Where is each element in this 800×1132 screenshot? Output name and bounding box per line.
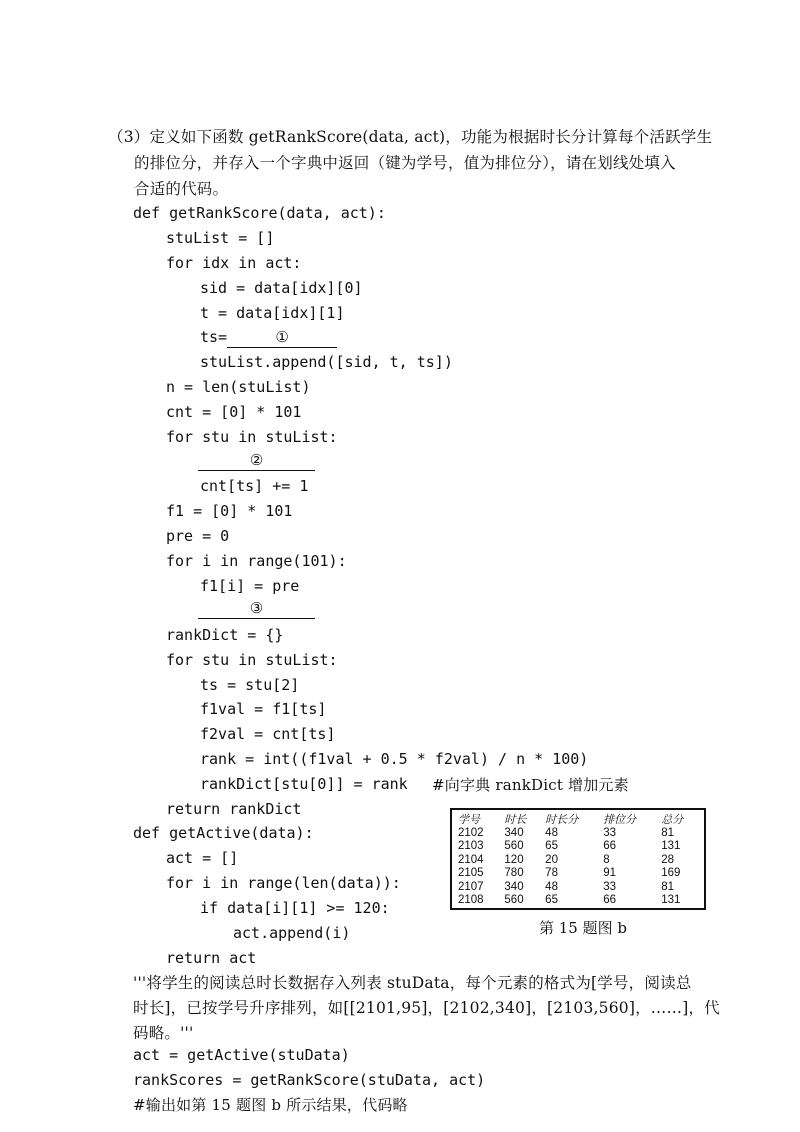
table-row [456, 840, 700, 854]
code-line: pre = 0 [166, 527, 230, 545]
fill-blank-1: ① [227, 328, 337, 348]
table-cell: 560 [504, 840, 524, 852]
code-comment: #向字典 rankDict 增加元素 [432, 776, 629, 794]
table-cell: 33 [603, 826, 616, 839]
fill-blank-2: ② [198, 450, 315, 471]
table-cell: 8 [603, 853, 610, 866]
code-line: return act [166, 949, 257, 967]
table-cell: 340 [504, 826, 524, 839]
table-cell: 169 [661, 867, 681, 879]
table-row [456, 867, 700, 881]
code-line: act = [] [166, 849, 239, 867]
table-row [456, 894, 700, 908]
code-line: rankDict = {} [166, 626, 284, 644]
code-line: act.append(i) [233, 924, 351, 942]
code-line: stuList.append([sid, t, ts]) [200, 353, 453, 371]
docstring-line-3: 码略。''' [133, 1024, 194, 1042]
table-cell: 81 [661, 880, 674, 893]
code-line: rankDict[stu[0]] = rank [200, 775, 408, 793]
table-cell: 48 [545, 826, 558, 839]
code-line: if data[i][1] >= 120: [200, 899, 390, 917]
table-row [456, 854, 700, 868]
table-cell: 66 [603, 840, 616, 852]
result-table [456, 813, 700, 908]
table-header-row [456, 813, 700, 827]
column-header: 排位分 [603, 813, 637, 826]
fill-blank-3: ③ [198, 598, 315, 619]
column-header: 学号 [458, 813, 480, 826]
code-line: stuList = [] [166, 229, 275, 247]
table-cell: 66 [603, 894, 616, 906]
table-row [456, 881, 700, 895]
code-line: for stu in stuList: [166, 651, 338, 669]
code-line: for i in range(len(data)): [166, 874, 401, 892]
code-comment: #输出如第 15 题图 b 所示结果，代码略 [133, 1096, 408, 1114]
table-cell: 560 [504, 894, 524, 906]
column-header: 时长 [504, 813, 527, 826]
table-cell: 65 [545, 840, 558, 852]
result-table-figure [450, 808, 706, 910]
code-line-ts-blank [200, 328, 337, 348]
code-line: cnt = [0] * 101 [166, 403, 302, 421]
table-cell: 120 [504, 853, 524, 866]
column-header: 时长分 [545, 813, 579, 826]
table-cell: 2107 [458, 880, 484, 893]
table-row [456, 827, 700, 841]
docstring-line-1: '''将学生的阅读总时长数据存入列表 stuData，每个元素的格式为[学号，阅读总 [133, 974, 692, 992]
table-cell: 78 [545, 867, 558, 879]
code-line: cnt[ts] += 1 [200, 477, 309, 495]
code-line: f2val = cnt[ts] [200, 725, 336, 743]
question-line-1: （3）定义如下函数 getRankScore(data, act)，功能为根据时长分计算每个活跃学生 [108, 128, 713, 146]
table-cell: 81 [661, 826, 674, 839]
table-cell: 65 [545, 894, 558, 906]
table-cell: 2104 [458, 853, 484, 866]
table-cell: 2103 [458, 840, 484, 852]
column-header: 总分 [661, 813, 684, 826]
code-line-def-getactive: def getActive(data): [133, 824, 314, 842]
table-cell: 2108 [458, 894, 484, 906]
code-line-def-getrankscore: def getRankScore(data, act): [133, 204, 386, 222]
code-line: for i in range(101): [166, 552, 347, 570]
table-cell: 780 [504, 867, 524, 879]
code-line: f1[i] = pre [200, 577, 300, 595]
table-cell: 131 [661, 840, 681, 852]
table-cell: 91 [603, 867, 616, 879]
table-cell: 20 [545, 853, 558, 866]
figure-caption: 第 15 题图 b [539, 919, 627, 937]
table-cell: 48 [545, 880, 558, 893]
table-cell: 28 [661, 853, 674, 866]
code-line: rank = int((f1val + 0.5 * f2val) / n * 100) [200, 750, 589, 768]
docstring-line-2: 时长]，已按学号升序排列，如[[2101,95]，[2102,340]，[2103,560]，……]，代 [133, 999, 720, 1017]
table-cell: 2105 [458, 867, 484, 879]
table-cell: 33 [603, 880, 616, 893]
code-line: for stu in stuList: [166, 428, 338, 446]
ts-prefix: ts= [200, 328, 228, 346]
code-line: act = getActive(stuData) [133, 1046, 350, 1064]
code-line: rankScores = getRankScore(stuData, act) [133, 1071, 486, 1089]
code-line: ts = stu[2] [200, 676, 300, 694]
code-line: sid = data[idx][0] [200, 279, 363, 297]
code-line: f1 = [0] * 101 [166, 502, 293, 520]
table-cell: 2102 [458, 826, 484, 839]
table-cell: 340 [504, 880, 524, 893]
code-line: for idx in act: [166, 254, 302, 272]
table-cell: 131 [661, 894, 681, 906]
code-line: t = data[idx][1] [200, 304, 345, 322]
code-line: n = len(stuList) [166, 378, 311, 396]
question-line-2: 的排位分，并存入一个字典中返回（键为学号，值为排位分），请在划线处填入 [134, 154, 676, 172]
code-line: return rankDict [166, 800, 302, 818]
question-line-3: 合适的代码。 [134, 180, 229, 198]
code-line: f1val = f1[ts] [200, 700, 327, 718]
